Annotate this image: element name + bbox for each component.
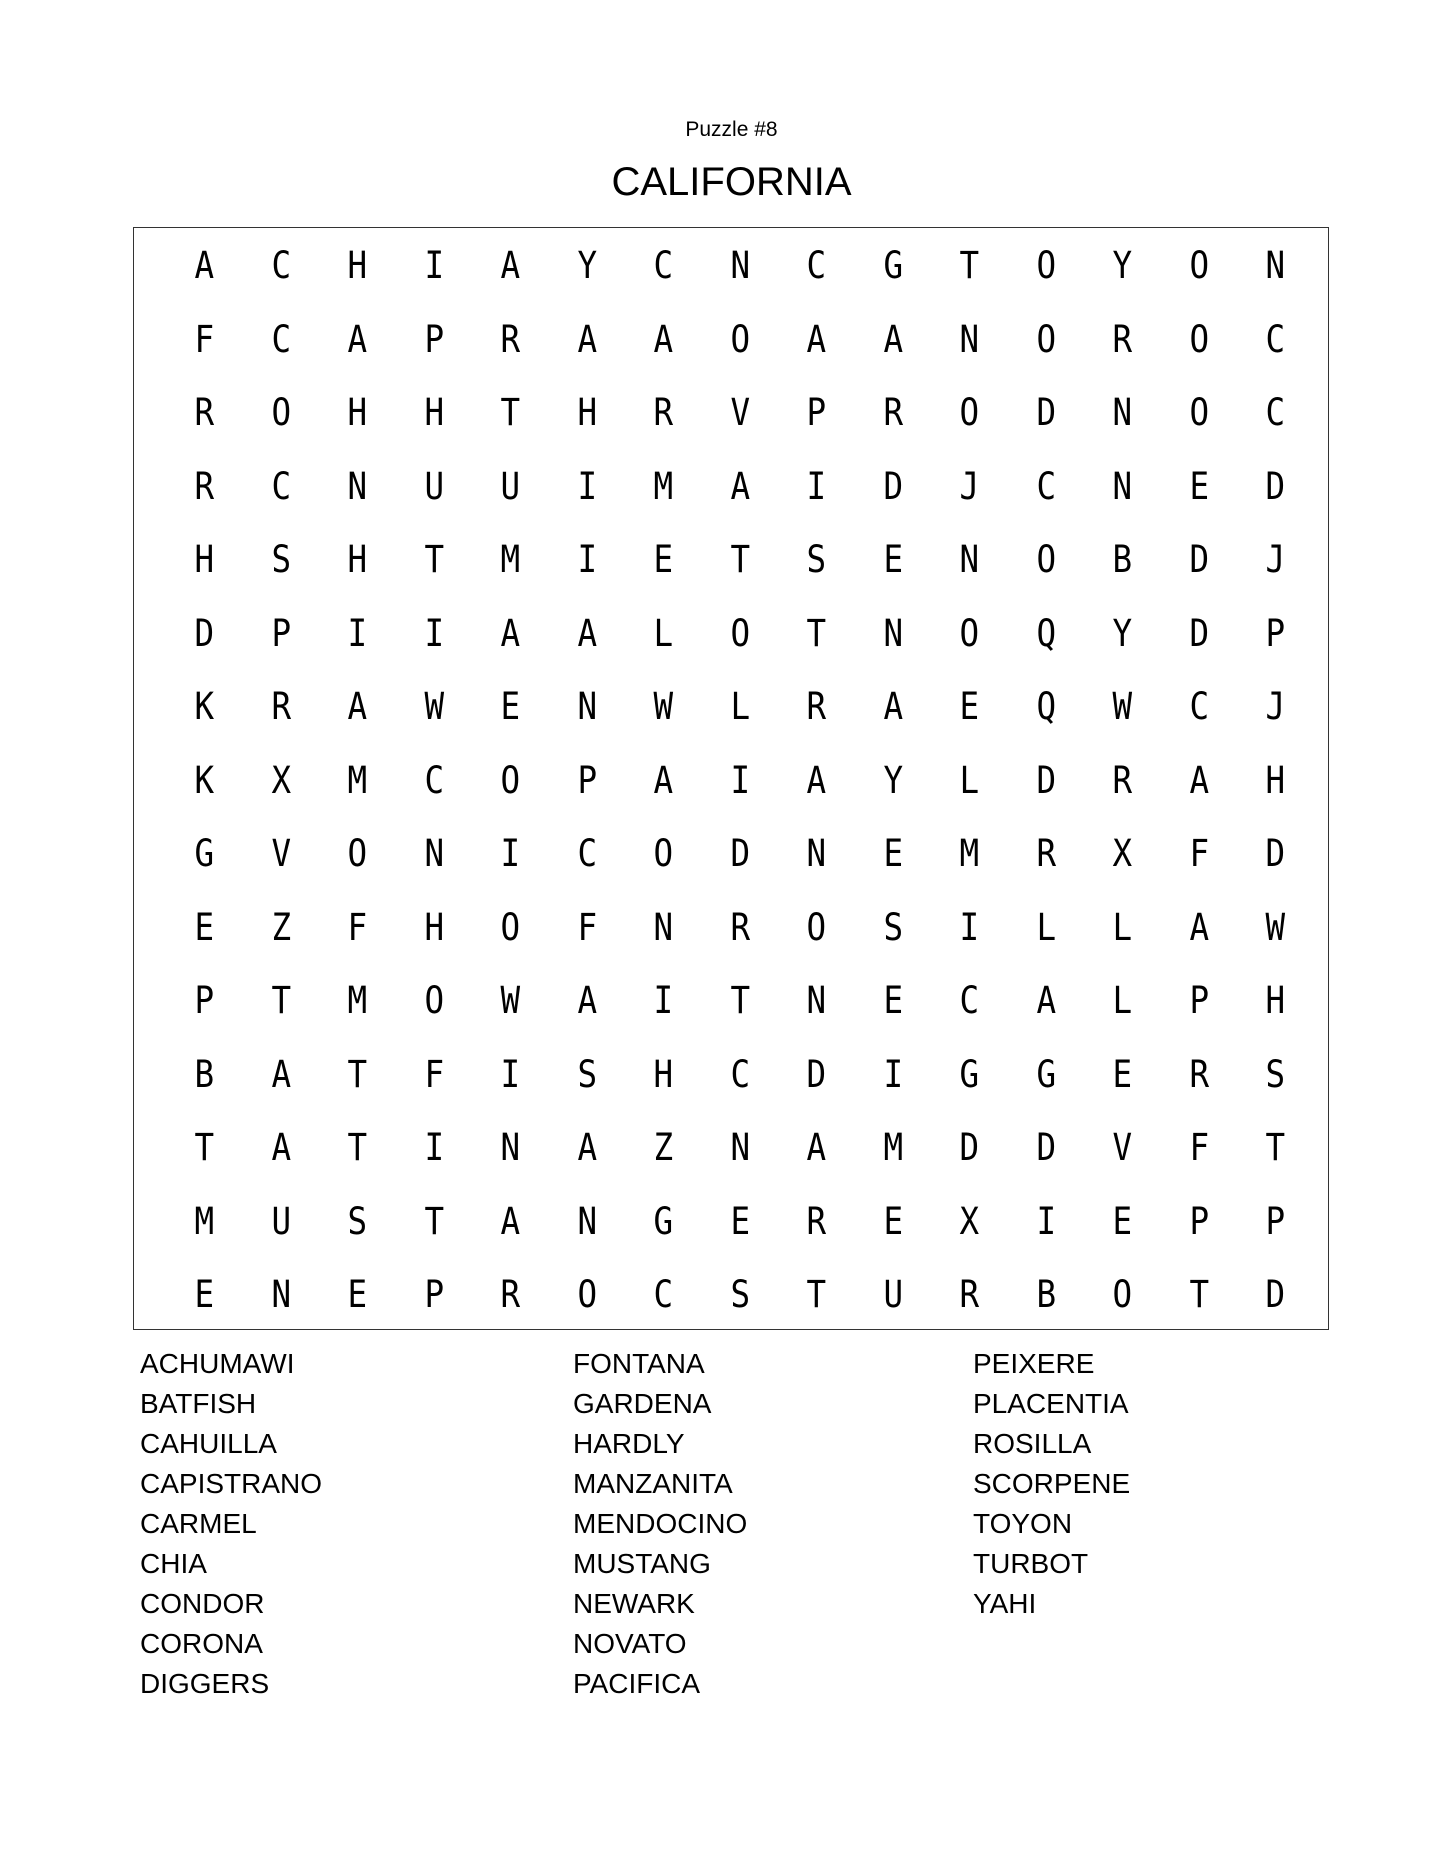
grid-cell[interactable]: L xyxy=(729,685,750,729)
grid-cell[interactable]: W xyxy=(500,979,521,1023)
word-list-item: MANZANITA xyxy=(573,1468,733,1499)
grid-cell[interactable]: A xyxy=(1188,758,1209,802)
grid-cell[interactable]: E xyxy=(959,685,980,729)
grid-cell[interactable]: A xyxy=(576,979,597,1023)
grid-cell[interactable]: T xyxy=(1265,1126,1286,1170)
grid-cell[interactable]: F xyxy=(576,905,597,949)
grid-cell[interactable]: N xyxy=(959,538,980,582)
grid-cell[interactable]: T xyxy=(729,538,750,582)
grid-cell[interactable]: N xyxy=(882,611,903,655)
word-list-item: CAHUILLA xyxy=(140,1428,277,1459)
grid-cell[interactable]: D xyxy=(1265,464,1286,508)
word-list-item: CONDOR xyxy=(140,1588,265,1619)
grid-cell[interactable]: O xyxy=(423,979,444,1023)
grid-cell[interactable]: E xyxy=(194,1273,215,1317)
word-list-item: CARMEL xyxy=(140,1508,257,1539)
grid-cell[interactable]: U xyxy=(500,464,521,508)
grid-cell[interactable]: T xyxy=(806,1273,827,1317)
grid-cell[interactable]: A xyxy=(500,611,521,655)
grid-cell[interactable]: E xyxy=(194,905,215,949)
grid-cell[interactable]: Q xyxy=(1035,611,1056,655)
grid-cell[interactable]: Y xyxy=(1112,244,1133,288)
grid-cell[interactable]: C xyxy=(270,244,291,288)
grid-cell[interactable]: N xyxy=(653,905,674,949)
grid-cell[interactable]: E xyxy=(500,685,521,729)
grid-cell[interactable]: A xyxy=(500,244,521,288)
grid-cell[interactable]: W xyxy=(1265,905,1286,949)
grid-cell[interactable]: T xyxy=(729,979,750,1023)
grid-cell[interactable]: Z xyxy=(653,1126,674,1170)
grid-cell[interactable]: M xyxy=(653,464,674,508)
grid-cell[interactable]: I xyxy=(729,758,750,802)
word-list-column-1 xyxy=(140,1344,322,1704)
grid-cell[interactable]: N xyxy=(500,1126,521,1170)
grid-cell[interactable]: H xyxy=(1265,979,1286,1023)
grid-cell[interactable]: N xyxy=(576,1199,597,1243)
grid-cell[interactable]: V xyxy=(729,391,750,435)
grid-cell[interactable]: S xyxy=(1265,1052,1286,1096)
grid-cell[interactable]: N xyxy=(576,685,597,729)
grid-cell[interactable]: S xyxy=(347,1199,368,1243)
grid-cell[interactable]: G xyxy=(882,244,903,288)
grid-cell[interactable]: I xyxy=(423,1126,444,1170)
grid-cell[interactable]: S xyxy=(729,1273,750,1317)
grid-cell[interactable]: T xyxy=(270,979,291,1023)
word-list-item: NOVATO xyxy=(573,1628,687,1659)
grid-cell[interactable]: D xyxy=(1035,758,1056,802)
word-list-item: YAHI xyxy=(973,1588,1037,1619)
grid-cell[interactable]: D xyxy=(1265,1273,1286,1317)
grid-cell[interactable]: A xyxy=(576,317,597,361)
grid-cell[interactable]: O xyxy=(653,832,674,876)
grid-cell[interactable]: W xyxy=(1112,685,1133,729)
grid-cell[interactable]: X xyxy=(959,1199,980,1243)
grid-cell[interactable]: C xyxy=(1265,391,1286,435)
grid-cell[interactable]: P xyxy=(423,317,444,361)
grid-cell[interactable]: X xyxy=(1112,832,1133,876)
grid-cell[interactable]: H xyxy=(194,538,215,582)
word-list-item: DIGGERS xyxy=(140,1668,270,1699)
grid-cell[interactable]: H xyxy=(576,391,597,435)
grid-cell[interactable]: N xyxy=(1112,464,1133,508)
grid-cell[interactable]: E xyxy=(1112,1199,1133,1243)
grid-cell[interactable]: B xyxy=(1035,1273,1056,1317)
grid-cell[interactable]: I xyxy=(423,244,444,288)
grid-cell[interactable]: R xyxy=(194,391,215,435)
grid-cell[interactable]: I xyxy=(500,832,521,876)
grid-cell[interactable]: O xyxy=(806,905,827,949)
grid-cell[interactable]: D xyxy=(1265,832,1286,876)
word-list-item: PACIFICA xyxy=(573,1668,701,1699)
grid-cell[interactable]: A xyxy=(576,1126,597,1170)
grid-cell[interactable]: N xyxy=(423,832,444,876)
grid-cell[interactable]: Z xyxy=(270,905,291,949)
grid-cell[interactable]: X xyxy=(270,758,291,802)
grid-cell[interactable]: W xyxy=(423,685,444,729)
grid-cell[interactable]: J xyxy=(959,464,980,508)
grid-cell[interactable]: S xyxy=(882,905,903,949)
grid-cell[interactable]: C xyxy=(270,317,291,361)
grid-cell[interactable]: N xyxy=(729,1126,750,1170)
grid-cell[interactable]: A xyxy=(347,317,368,361)
grid-cell[interactable]: F xyxy=(347,905,368,949)
word-list-column-3 xyxy=(973,1344,1130,1624)
grid-cell[interactable]: I xyxy=(653,979,674,1023)
word-list-item: CHIA xyxy=(140,1548,207,1579)
grid-cell[interactable]: T xyxy=(806,611,827,655)
grid-cell[interactable]: F xyxy=(1188,1126,1209,1170)
grid-cell[interactable]: C xyxy=(423,758,444,802)
word-list-item: ROSILLA xyxy=(973,1428,1092,1459)
grid-cell[interactable]: T xyxy=(347,1052,368,1096)
grid-cell[interactable]: O xyxy=(500,758,521,802)
grid-cell[interactable]: R xyxy=(194,464,215,508)
grid-cell[interactable]: O xyxy=(1035,244,1056,288)
grid-cell[interactable]: R xyxy=(1112,758,1133,802)
grid-cell[interactable]: L xyxy=(1035,905,1056,949)
grid-cell[interactable]: A xyxy=(576,611,597,655)
grid-cell[interactable]: O xyxy=(347,832,368,876)
grid-cell[interactable]: A xyxy=(1188,905,1209,949)
grid-cell[interactable]: R xyxy=(729,905,750,949)
grid-cell[interactable]: K xyxy=(194,758,215,802)
grid-cell[interactable]: I xyxy=(347,611,368,655)
grid-cell[interactable]: S xyxy=(576,1052,597,1096)
grid-cell[interactable]: D xyxy=(806,1052,827,1096)
grid-cell[interactable]: M xyxy=(194,1199,215,1243)
grid-cell[interactable]: R xyxy=(1112,317,1133,361)
grid-cell[interactable]: T xyxy=(959,244,980,288)
grid-cell[interactable]: P xyxy=(1188,979,1209,1023)
grid-cell[interactable]: N xyxy=(270,1273,291,1317)
grid-cell[interactable]: H xyxy=(347,538,368,582)
grid-cell[interactable]: O xyxy=(729,317,750,361)
grid-cell[interactable]: D xyxy=(1188,611,1209,655)
word-list-item: ACHUMAWI xyxy=(140,1348,295,1379)
grid-cell[interactable]: R xyxy=(1035,832,1056,876)
word-list-item: BATFISH xyxy=(140,1388,257,1419)
grid-cell[interactable]: C xyxy=(270,464,291,508)
grid-cell[interactable]: C xyxy=(806,244,827,288)
grid-cell[interactable]: A xyxy=(806,317,827,361)
grid-cell[interactable]: A xyxy=(270,1052,291,1096)
grid-cell[interactable]: P xyxy=(806,391,827,435)
grid-cell[interactable]: C xyxy=(1265,317,1286,361)
grid-cell[interactable]: M xyxy=(959,832,980,876)
puzzle-title: CALIFORNIA xyxy=(611,160,852,204)
grid-cell[interactable]: N xyxy=(1265,244,1286,288)
grid-cell[interactable]: N xyxy=(347,464,368,508)
grid-cell[interactable]: R xyxy=(806,685,827,729)
grid-cell[interactable]: L xyxy=(1112,905,1133,949)
puzzle-number: Puzzle #8 xyxy=(685,118,778,141)
grid-cell[interactable]: C xyxy=(653,244,674,288)
grid-cell[interactable]: N xyxy=(1112,391,1133,435)
grid-cell[interactable]: I xyxy=(882,1052,903,1096)
grid-cell[interactable]: A xyxy=(806,758,827,802)
grid-cell[interactable]: S xyxy=(806,538,827,582)
grid-cell[interactable]: R xyxy=(270,685,291,729)
grid-cell[interactable]: C xyxy=(576,832,597,876)
word-list-item: TOYON xyxy=(973,1508,1073,1539)
grid-cell[interactable]: F xyxy=(194,317,215,361)
grid-cell[interactable]: E xyxy=(882,538,903,582)
word-list-item: TURBOT xyxy=(973,1548,1089,1579)
letter-grid-frame xyxy=(133,227,1329,1330)
grid-cell[interactable]: Y xyxy=(882,758,903,802)
grid-cell[interactable]: O xyxy=(1112,1273,1133,1317)
grid-cell[interactable]: O xyxy=(576,1273,597,1317)
grid-cell[interactable]: E xyxy=(729,1199,750,1243)
grid-cell[interactable]: I xyxy=(576,538,597,582)
grid-cell[interactable]: C xyxy=(959,979,980,1023)
word-list-item: PLACENTIA xyxy=(973,1388,1129,1419)
grid-cell[interactable]: A xyxy=(882,685,903,729)
grid-cell[interactable]: O xyxy=(1035,317,1056,361)
grid-cell[interactable]: A xyxy=(806,1126,827,1170)
word-list-item: PEIXERE xyxy=(973,1348,1095,1379)
grid-cell[interactable]: I xyxy=(423,611,444,655)
grid-cell[interactable]: C xyxy=(1035,464,1056,508)
grid-cell[interactable]: L xyxy=(1112,979,1133,1023)
grid-cell[interactable]: P xyxy=(1188,1199,1209,1243)
word-list-column-2 xyxy=(573,1344,747,1704)
grid-cell[interactable]: P xyxy=(270,611,291,655)
grid-cell[interactable]: R xyxy=(500,317,521,361)
grid-cell[interactable]: N xyxy=(806,979,827,1023)
grid-cell[interactable]: H xyxy=(1265,758,1286,802)
grid-cell[interactable]: T xyxy=(1188,1273,1209,1317)
grid-cell[interactable]: N xyxy=(959,317,980,361)
grid-cell[interactable]: N xyxy=(729,244,750,288)
grid-cell[interactable]: L xyxy=(653,611,674,655)
grid-cell[interactable]: O xyxy=(270,391,291,435)
grid-cell[interactable]: E xyxy=(1188,464,1209,508)
grid-cell[interactable]: U xyxy=(423,464,444,508)
grid-cell[interactable]: A xyxy=(882,317,903,361)
grid-cell[interactable]: C xyxy=(653,1273,674,1317)
grid-cell[interactable]: C xyxy=(1188,685,1209,729)
grid-cell[interactable]: R xyxy=(806,1199,827,1243)
grid-cell[interactable]: D xyxy=(959,1126,980,1170)
grid-cell[interactable]: P xyxy=(423,1273,444,1317)
grid-cell[interactable]: A xyxy=(500,1199,521,1243)
word-list-item: SCORPENE xyxy=(973,1468,1131,1499)
word-list-item: CORONA xyxy=(140,1628,263,1659)
grid-cell[interactable]: R xyxy=(500,1273,521,1317)
grid-cell[interactable]: O xyxy=(500,905,521,949)
grid-cell[interactable]: D xyxy=(1035,1126,1056,1170)
grid-cell[interactable]: H xyxy=(347,244,368,288)
grid-cell[interactable]: Q xyxy=(1035,685,1056,729)
grid-cell[interactable]: E xyxy=(653,538,674,582)
grid-cell[interactable]: N xyxy=(806,832,827,876)
grid-cell[interactable]: O xyxy=(959,391,980,435)
grid-cell[interactable]: E xyxy=(882,832,903,876)
word-list-item: HARDLY xyxy=(573,1428,685,1459)
grid-cell[interactable]: D xyxy=(729,832,750,876)
grid-cell[interactable]: M xyxy=(347,758,368,802)
grid-cell[interactable]: E xyxy=(882,979,903,1023)
grid-cell[interactable]: R xyxy=(959,1273,980,1317)
grid-cell[interactable]: C xyxy=(729,1052,750,1096)
grid-cell[interactable]: I xyxy=(500,1052,521,1096)
grid-cell[interactable]: F xyxy=(1188,832,1209,876)
grid-cell[interactable]: E xyxy=(347,1273,368,1317)
grid-cell[interactable]: V xyxy=(270,832,291,876)
grid-cell[interactable]: J xyxy=(1265,538,1286,582)
grid-cell[interactable]: W xyxy=(653,685,674,729)
grid-cell[interactable]: K xyxy=(194,685,215,729)
grid-cell[interactable]: P xyxy=(576,758,597,802)
grid-cell[interactable]: O xyxy=(1188,391,1209,435)
grid-cell[interactable]: U xyxy=(882,1273,903,1317)
grid-cell[interactable]: P xyxy=(1265,611,1286,655)
grid-cell[interactable]: G xyxy=(653,1199,674,1243)
grid-cell[interactable]: T xyxy=(500,391,521,435)
grid-cell[interactable]: H xyxy=(423,391,444,435)
grid-cell[interactable]: A xyxy=(347,685,368,729)
grid-cell[interactable]: A xyxy=(653,317,674,361)
grid-cell[interactable]: B xyxy=(194,1052,215,1096)
grid-cell[interactable]: R xyxy=(1188,1052,1209,1096)
grid-cell[interactable]: T xyxy=(423,1199,444,1243)
grid-cell[interactable]: O xyxy=(1188,317,1209,361)
grid-cell[interactable]: A xyxy=(1035,979,1056,1023)
grid-cell[interactable]: D xyxy=(882,464,903,508)
grid-cell[interactable]: D xyxy=(1035,391,1056,435)
word-list-item: CAPISTRANO xyxy=(140,1468,323,1499)
grid-cell[interactable]: G xyxy=(959,1052,980,1096)
grid-cell[interactable]: R xyxy=(653,391,674,435)
grid-cell[interactable]: M xyxy=(500,538,521,582)
word-list-item: MENDOCINO xyxy=(573,1508,748,1539)
grid-cell[interactable]: I xyxy=(959,905,980,949)
word-list-item: MUSTANG xyxy=(573,1548,711,1579)
grid-cell[interactable]: Y xyxy=(1112,611,1133,655)
grid-cell[interactable]: I xyxy=(806,464,827,508)
grid-cell[interactable]: P xyxy=(1265,1199,1286,1243)
grid-cell[interactable]: U xyxy=(270,1199,291,1243)
grid-cell[interactable]: J xyxy=(1265,685,1286,729)
grid-cell[interactable]: G xyxy=(194,832,215,876)
grid-cell[interactable]: I xyxy=(1035,1199,1056,1243)
grid-cell[interactable]: B xyxy=(1112,538,1133,582)
grid-cell[interactable]: H xyxy=(653,1052,674,1096)
grid-cell[interactable]: T xyxy=(194,1126,215,1170)
grid-cell[interactable]: T xyxy=(423,538,444,582)
grid-cell[interactable]: V xyxy=(1112,1126,1133,1170)
grid-cell[interactable]: O xyxy=(729,611,750,655)
grid-cell[interactable]: E xyxy=(882,1199,903,1243)
grid-cell[interactable]: G xyxy=(1035,1052,1056,1096)
grid-cell[interactable]: L xyxy=(959,758,980,802)
grid-cell[interactable]: F xyxy=(423,1052,444,1096)
grid-cell[interactable]: S xyxy=(270,538,291,582)
grid-cell[interactable]: M xyxy=(882,1126,903,1170)
grid-cell[interactable]: D xyxy=(194,611,215,655)
grid-cell[interactable]: A xyxy=(194,244,215,288)
grid-cell[interactable]: H xyxy=(347,391,368,435)
grid-cell[interactable]: A xyxy=(653,758,674,802)
word-list xyxy=(140,1344,1340,1699)
word-list-item: GARDENA xyxy=(573,1388,712,1419)
grid-cell[interactable]: I xyxy=(576,464,597,508)
grid-cell[interactable]: A xyxy=(729,464,750,508)
grid-cell[interactable]: O xyxy=(1035,538,1056,582)
grid-cell[interactable]: D xyxy=(1188,538,1209,582)
grid-cell[interactable]: O xyxy=(1188,244,1209,288)
grid-cell[interactable]: P xyxy=(194,979,215,1023)
word-list-item: NEWARK xyxy=(573,1588,695,1619)
grid-cell[interactable]: M xyxy=(347,979,368,1023)
grid-cell[interactable]: T xyxy=(347,1126,368,1170)
grid-cell[interactable]: E xyxy=(1112,1052,1133,1096)
letter-grid xyxy=(166,228,1314,1332)
grid-cell[interactable]: A xyxy=(270,1126,291,1170)
grid-cell[interactable]: H xyxy=(423,905,444,949)
grid-cell[interactable]: R xyxy=(882,391,903,435)
grid-cell[interactable]: O xyxy=(959,611,980,655)
grid-cell[interactable]: Y xyxy=(576,244,597,288)
word-list-item: FONTANA xyxy=(573,1348,705,1379)
